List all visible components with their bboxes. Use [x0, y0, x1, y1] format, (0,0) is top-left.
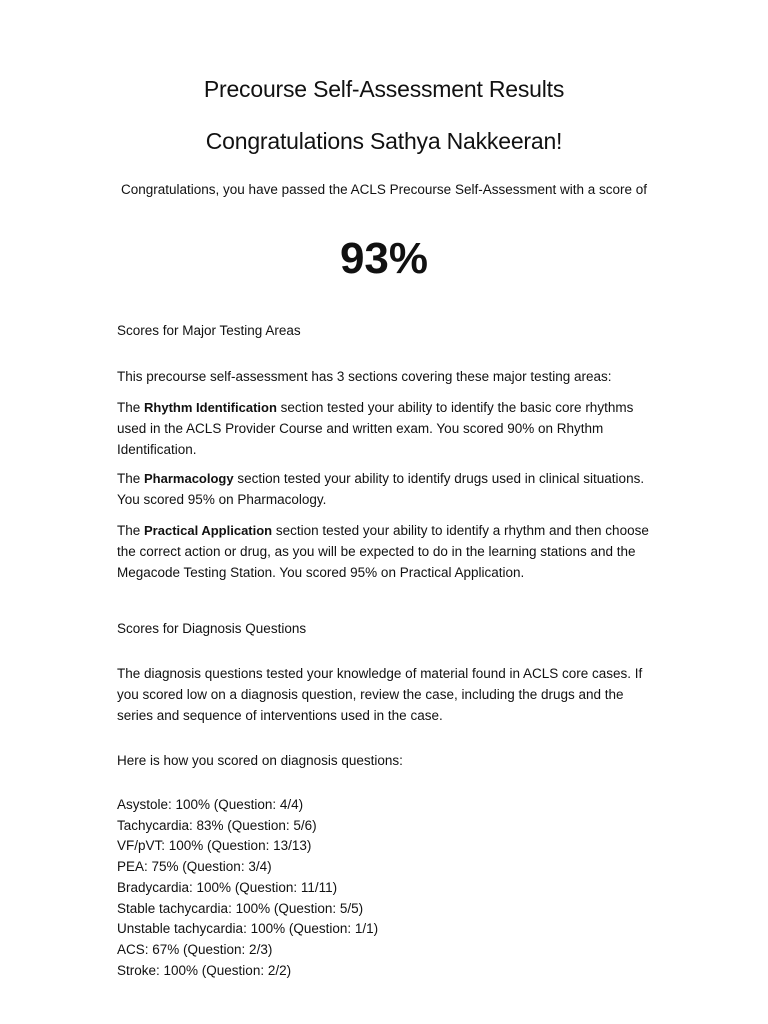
- overall-score: 93%: [339, 234, 429, 283]
- congratulations-heading: Congratulations Sathya Nakkeeran!: [205, 128, 563, 154]
- major-areas-intro: This precourse self-assessment has 3 sections covering these major testing areas:: [117, 369, 612, 384]
- diagnosis-heading: Scores for Diagnosis Questions: [117, 621, 307, 636]
- section-prefix: The: [117, 400, 145, 415]
- section-name: Rhythm Identification: [144, 400, 277, 415]
- section-pharmacology: [117, 468, 662, 510]
- section-description: section tested your ability to identify a rhythm and then choose the correct action or drug, as you will be expected to do in the learning stations and the Megacode Testing Station. You scored 95% on Practical Application.: [117, 523, 649, 580]
- intro-text: Congratulations, you have passed the ACLS Precourse Self-Assessment with a score of: [120, 182, 648, 197]
- list-item: Asystole: 100% (Question: 4/4): [117, 797, 304, 812]
- diagnosis-intro: The diagnosis questions tested your knowledge of material found in ACLS core cases. If you scored low on a diagnosis question, review the case, including the drugs and the series and sequence of interventions used in the case.: [117, 666, 643, 723]
- section-practical-application: [117, 520, 662, 583]
- list-item: Unstable tachycardia: 100% (Question: 1/1): [117, 921, 379, 937]
- list-item: VF/pVT: 100% (Question: 13/13): [117, 838, 312, 854]
- section-name: Pharmacology: [144, 471, 234, 486]
- section-prefix: The: [117, 523, 145, 538]
- major-areas-heading: Scores for Major Testing Areas: [117, 323, 301, 338]
- section-rhythm-identification: [117, 397, 662, 460]
- diagnosis-results-list: [117, 795, 662, 981]
- section-name: Practical Application: [144, 523, 273, 538]
- diagnosis-list-heading: Here is how you scored on diagnosis questions:: [117, 753, 403, 768]
- page-title: Precourse Self-Assessment Results: [203, 76, 565, 102]
- list-item: Tachycardia: 83% (Question: 5/6): [117, 817, 317, 833]
- list-item: Stroke: 100% (Question: 2/2): [117, 962, 292, 978]
- list-item: Stable tachycardia: 100% (Question: 5/5): [117, 900, 364, 916]
- list-item: PEA: 75% (Question: 3/4): [117, 859, 272, 875]
- section-description: section tested your ability to identify the basic core rhythms used in the ACLS Provider Course and written exam. You scored 90% on Rhythm Identification.: [117, 400, 634, 457]
- section-description: section tested your ability to identify drugs used in clinical situations. You scored 95% on Pharmacology.: [117, 471, 645, 507]
- list-item: Bradycardia: 100% (Question: 11/11): [117, 879, 338, 895]
- section-prefix: The: [117, 471, 145, 486]
- list-item: ACS: 67% (Question: 2/3): [117, 941, 273, 957]
